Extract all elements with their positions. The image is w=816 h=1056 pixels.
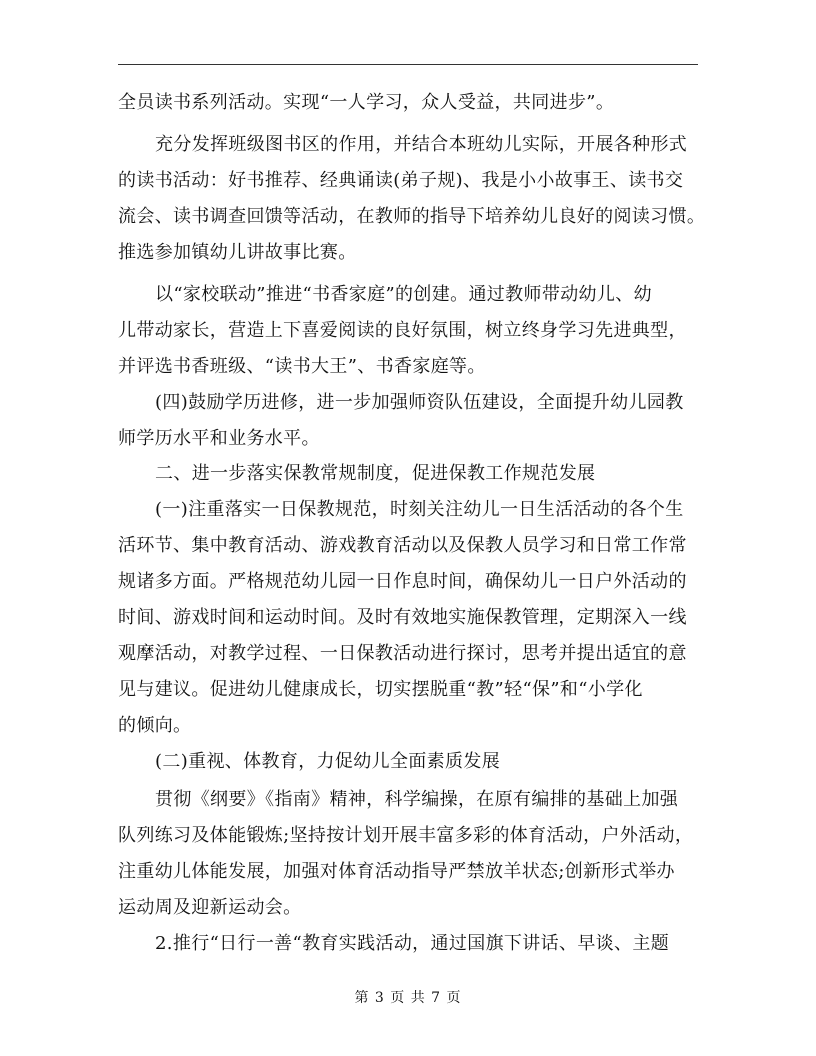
text-line: 运动周及迎新运动会。 [118, 897, 302, 918]
text-line: 贯彻《纲要》《指南》精神，科学编操，在原有编排的基础上加强 [155, 789, 679, 810]
text-line: 全员读书系列活动。实现“一人学习，众人受益，共同进步”。 [118, 92, 615, 113]
text-line: 流会、读书调查回馈等活动，在教师的指导下培养幼儿良好的阅读习惯。 [118, 206, 706, 227]
subsection-heading: (二)重视、体教育，力促幼儿全面素质发展 [155, 751, 501, 772]
text-line: (一)注重落实一日保教规范，时刻关注幼儿一日生活活动的各个生 [155, 499, 684, 520]
section-heading: 二、进一步落实保教常规制度，促进保教工作规范发展 [155, 463, 596, 484]
text-line: 时间、游戏时间和运动时间。及时有效地实施保教管理，定期深入一线 [118, 607, 687, 628]
text-line: 队列练习及体能锻炼;坚持按计划开展丰富多彩的体育活动，户外活动， [118, 825, 694, 846]
text-line: 充分发挥班级图书区的作用，并结合本班幼儿实际，开展各种形式 [155, 134, 688, 155]
text-line: 注重幼儿体能发展，加强对体育活动指导严禁放羊状态;创新形式举办 [118, 861, 675, 882]
page-number-footer: 第 3 页 共 7 页 [354, 990, 462, 1006]
text-line: 活环节、集中教育活动、游戏教育活动以及保教人员学习和日常工作常 [118, 535, 687, 556]
text-line: 师学历水平和业务水平。 [118, 428, 320, 449]
text-line: 并评选书香班级、“读书大王”、书香家庭等。 [118, 356, 486, 377]
text-line: (四)鼓励学历进修，进一步加强师资队伍建设，全面提升幼儿园教 [155, 392, 684, 413]
text-line: 见与建议。促进幼儿健康成长，切实摆脱重“教”轻“保”和“小学化 [118, 679, 643, 700]
text-line: 儿带动家长，营造上下喜爱阅读的良好氛围，树立终身学习先进典型， [118, 320, 687, 341]
text-line: 以“家校联动”推进“书香家庭”的创建。通过教师带动幼儿、幼 [155, 284, 652, 305]
text-line: 的倾向。 [118, 715, 192, 736]
text-line: 2.推行“日行一善“教育实践活动，通过国旗下讲话、早谈、主题 [155, 933, 670, 954]
text-line: 观摩活动，对教学过程、一日保教活动进行探讨，思考并提出适宜的意 [118, 643, 687, 664]
text-line: 推选参加镇幼儿讲故事比赛。 [118, 242, 357, 263]
text-line: 规诸多方面。严格规范幼儿园一日作息时间，确保幼儿一日户外活动的 [118, 571, 687, 592]
text-line: 的读书活动：好书推荐、经典诵读(弟子规)、我是小小故事王、读书交 [118, 170, 684, 191]
